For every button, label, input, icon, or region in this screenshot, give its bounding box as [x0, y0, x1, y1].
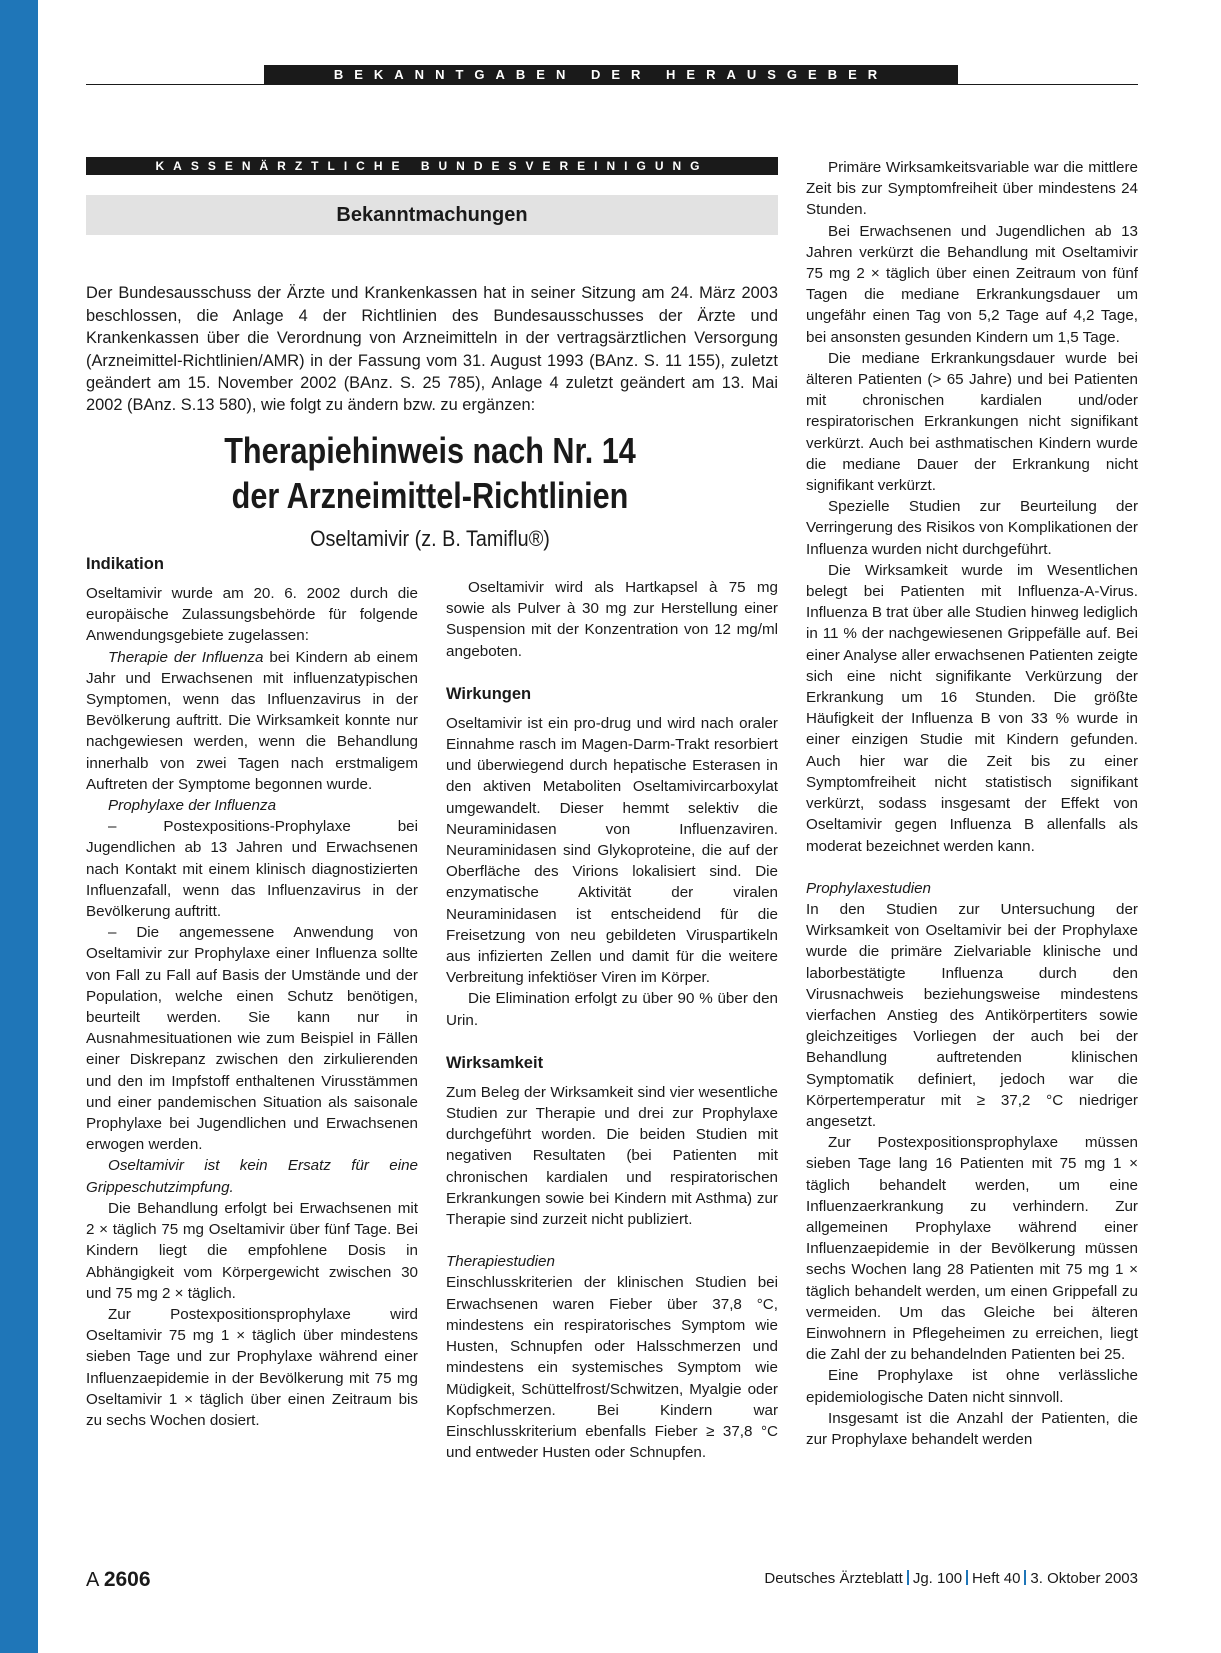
paragraph: Zum Beleg der Wirksamkeit sind vier wesentliche Studien zur Therapie und drei zur Prophylaxe durchgeführt worden. Die beiden Studien mit negativen Resultaten (bei Patienten mit chronischen kardialen und respiratorischen Erkrankungen sowie bei Kindern mit Asthma) zur Therapie sind zurzeit nicht publiziert. — [446, 1083, 778, 1229]
column-1 — [86, 555, 418, 1431]
page-number-value: 2606 — [103, 1568, 151, 1591]
page-prefix: A — [86, 1569, 99, 1591]
article-title — [218, 428, 643, 518]
paragraph: Die Elimination erfolgt zu über 90 % über den Urin. — [446, 990, 778, 1029]
paragraph: – Die angemessene Anwendung von Oseltamivir zur Prophylaxe einer Influenza sollte von Fall zu Fall auf Basis der Umstände und der Population, welche einen Schutz benötigen, beurteilt werden. Sie kann nur in Ausnahmesituationen wie zum Beispiel in Fällen einer Diskrepanz zwischen den zirkulierenden und den im Impfstoff enthaltenen Virusstämmen und einer pandemischen Situation als saisonale Prophylaxe bei Jugendlichen und Erwachsenen erwogen werden. — [86, 924, 418, 1154]
separator — [966, 1570, 968, 1585]
journal-issue: Heft 40 — [972, 1570, 1021, 1587]
paragraph: Einschlusskriterien der klinischen Studien bei Erwachsenen waren Fieber über 37,8 °C, mindestens ein respiratorisches Symptom wie Husten, Schnupfen oder Halsschmerzen und mindestens ein systemisches Symptom wie Müdigkeit, Schüttelfrost/Schwitzen, Myalgie oder Kopfschmerzen. Bei Kindern war Einschlusskriterium ebenfalls Fieber ≥ 37,8 °C und entweder Husten oder Schnupfen. — [446, 1274, 778, 1462]
paragraph — [86, 647, 418, 795]
heading-wirksamkeit: Wirksamkeit — [446, 1053, 544, 1072]
paragraph: Die Wirksamkeit wurde im Wesentlichen belegt bei Patienten mit Influenza-A-Virus. Influenza B trat über alle Studien hinweg lediglich in 11 % der nachgewiesenen Grippefälle auf. Bei einer Analyse aller erwachsenen Patienten zeigte sich eine nicht signifikante Verkürzung der Erkrankung um 16 Stunden. Die größte Häufigkeit der Influenza B von 33 % wurde in einer einzigen Studie mit Kindern gefunden. Auch hier war die Zeit bis zu einer Symptomfreiheit nicht statistisch signifikant verkürzt, sodass insgesamt der Effekt von Oseltamivir gegen Influenza B allenfalls als moderat bezeichnet werden kann. — [806, 561, 1138, 855]
paragraph: Primäre Wirksamkeitsvariable war die mittlere Zeit bis zur Symptomfreiheit über mindestens 24 Stunden. — [806, 159, 1138, 219]
heading-wirkungen: Wirkungen — [446, 684, 532, 703]
paragraph: Insgesamt ist die Anzahl der Patienten, die zur Prophylaxe behandelt werden — [806, 1409, 1138, 1448]
separator — [1024, 1570, 1026, 1585]
paragraph-emphasis: Oseltamivir ist kein Ersatz für eine Grippeschutzimpfung. — [86, 1157, 418, 1196]
header-rule — [86, 84, 1138, 85]
article-subtitle: Oseltamivir (z. B. Tamiflu®) — [310, 526, 550, 551]
subheading-therapiestudien: Therapiestudien — [446, 1253, 555, 1271]
journal-info — [720, 1570, 1138, 1587]
subheading-prophylaxe: Prophylaxe der Influenza — [108, 797, 277, 815]
paragraph: Oseltamivir ist ein pro-drug und wird nach oraler Einnahme rasch im Magen-Darm-Trakt resorbiert und überwiegend durch hepatische Esterasen in den aktiven Metaboliten Oseltamivircarboxylat umgewandelt. Dieser hemmt selektiv die Neuraminidasen von Influenzaviren. Neuraminidasen sind Glykoproteine, die auf der Oberfläche des Virions lokalisiert sind. Die enzymatische Aktivität der viralen Neuraminidasen ist entscheidend für die Freisetzung von neu gebildeten Viruspartikeln aus infizierten Zellen und damit für die weitere Verbreitung infektiöser Viren im Körper. — [446, 714, 778, 987]
intro-paragraph: Der Bundesausschuss der Ärzte und Krankenkassen hat in seiner Sitzung am 24. März 2003 beschlossen, die Anlage 4 der Richtlinien des Bundesausschusses der Ärzte und Krankenkassen über die Verordnung von Arzneimitteln in der vertragsärztlichen Versorgung (Arzneimittel-Richtlinien/AMR) in der Fassung vom 31. August 1993 (BAnz. S. 11 155), zuletzt geändert am 15. November 2002 (BAnz. S. 25 785), Anlage 4 zuletzt geändert am 13. Mai 2002 (BAnz. S.13 580), wie folgt zu ändern bzw. zu ergänzen: — [86, 284, 778, 415]
title-line-2: der Arzneimittel-Richtlinien — [231, 475, 629, 516]
side-color-bar — [0, 0, 38, 1653]
subheading-prophylaxestudien: Prophylaxestudien — [806, 879, 931, 897]
paragraph: – Postexpositions-Prophylaxe bei Jugendlichen ab 13 Jahren und Erwachsenen nach Kontakt mit einem klinisch diagnostizierten Influenzafall, wenn das Influenzavirus in der Bevölkerung auftritt. — [86, 818, 418, 921]
header-band: BEKANNTGABEN DER HERAUSGEBER — [264, 65, 958, 85]
page-number — [86, 1568, 151, 1592]
paragraph: Die mediane Erkrankungsdauer wurde bei älteren Patienten (> 65 Jahre) und bei Patienten mit chronischen kardialen und/oder respiratorischen Erkrankungen nicht signifikant verkürzt. Auch bei asthmatischen Kindern wurde die mediane Dauer der Erkrankung nicht signifikant verkürzt. — [806, 349, 1138, 495]
paragraph: Oseltamivir wurde am 20. 6. 2002 durch die europäische Zulassungsbehörde für folgende Anwendungsgebiete zugelassen: — [86, 585, 418, 645]
section-heading: Bekanntmachungen — [86, 195, 778, 235]
paragraph: Spezielle Studien zur Beurteilung der Verringerung des Risikos von Komplikationen der Influenza wurden nicht durchgeführt. — [806, 498, 1138, 558]
paragraph: In den Studien zur Untersuchung der Wirksamkeit von Oseltamivir bei der Prophylaxe wurde die primäre Zielvariable klinische und laborbestätigte Influenza durch den Virusnachweis beziehungsweise mindestens vierfachen Anstieg des Antikörpertiters sowie gleichzeitiges Vorliegen der auch bei der Behandlung auftretenden klinischen Symptomatik definiert, jedoch war die Körpertemperatur mit ≥ 37,2 °C niedriger angesetzt. — [806, 900, 1138, 1130]
section-org-band: KASSENÄRZTLICHE BUNDESVEREINIGUNG — [86, 157, 778, 175]
journal-volume: Jg. 100 — [912, 1570, 963, 1587]
paragraph: Zur Postexpositionsprophylaxe müssen sieben Tage lang 16 Patienten mit 75 mg 1 × täglich behandelt werden, um eine Influenzaerkrankung zu verhindern. Zur allgemeinen Prophylaxe während einer Influenzaepidemie in der Bevölkerung müssen sechs Wochen lang 28 Patienten mit 75 mg 1 × täglich behandelt werden, um einen Grippefall zu vermeiden. Um das Gleiche bei älteren Einwohnern in Pflegeheimen zu erreichen, liegt die Zahl der zu behandelnden Patienten bei 25. — [806, 1134, 1138, 1364]
emphasis: Therapie der Influenza — [108, 648, 264, 666]
column-3 — [806, 157, 1138, 1450]
paragraph: Eine Prophylaxe ist ohne verlässliche epidemiologische Daten nicht sinnvoll. — [806, 1367, 1138, 1406]
paragraph: Oseltamivir wird als Hartkapsel à 75 mg sowie als Pulver à 30 mg zur Herstellung einer Suspension mit der Konzentration von 12 mg/ml angeboten. — [446, 579, 778, 660]
separator — [907, 1570, 909, 1585]
heading-indikation: Indikation — [86, 555, 164, 573]
journal-name: Deutsches Ärzteblatt — [764, 1570, 903, 1587]
paragraph: Die Behandlung erfolgt bei Erwachsenen mit 2 × täglich 75 mg Oseltamivir über fünf Tage. Bei Kindern liegt die empfohlene Dosis in Abhängigkeit vom Körpergewicht zwischen 30 und 75 mg 2 × täglich. — [86, 1199, 418, 1302]
paragraph: Bei Erwachsenen und Jugendlichen ab 13 Jahren verkürzt die Behandlung mit Oseltamivir 75 mg 2 × täglich über einen Zeitraum von fünf Tagen die mediane Erkrankungsdauer um ungefähr einen Tag von 5,2 Tage auf 4,2 Tage, bei ansonsten gesunden Kindern um 1,5 Tage. — [806, 222, 1138, 346]
paragraph: Zur Postexpositionsprophylaxe wird Oseltamivir 75 mg 1 × täglich über mindestens sieben Tage und zur Prophylaxe während einer Influenzaepidemie in der Bevölkerung mit 75 mg Oseltamivir 1 × täglich über einen Zeitraum bis zu sechs Wochen dosiert. — [86, 1305, 418, 1429]
journal-date: 3. Oktober 2003 — [1030, 1570, 1138, 1587]
title-line-1: Therapiehinweis nach Nr. 14 — [224, 430, 636, 471]
paragraph-text: bei Kindern ab einem Jahr und Erwachsenen mit influenzatypischen Symptomen, wenn das Influenzavirus in der Bevölkerung auftritt. Die Wirksamkeit konnte nur nachgewiesen werden, wenn die Behandlung innerhalb von zwei Tagen nach erstmaligem Auftreten der Symptome begonnen wurde. — [86, 648, 418, 793]
column-2 — [446, 577, 778, 1463]
